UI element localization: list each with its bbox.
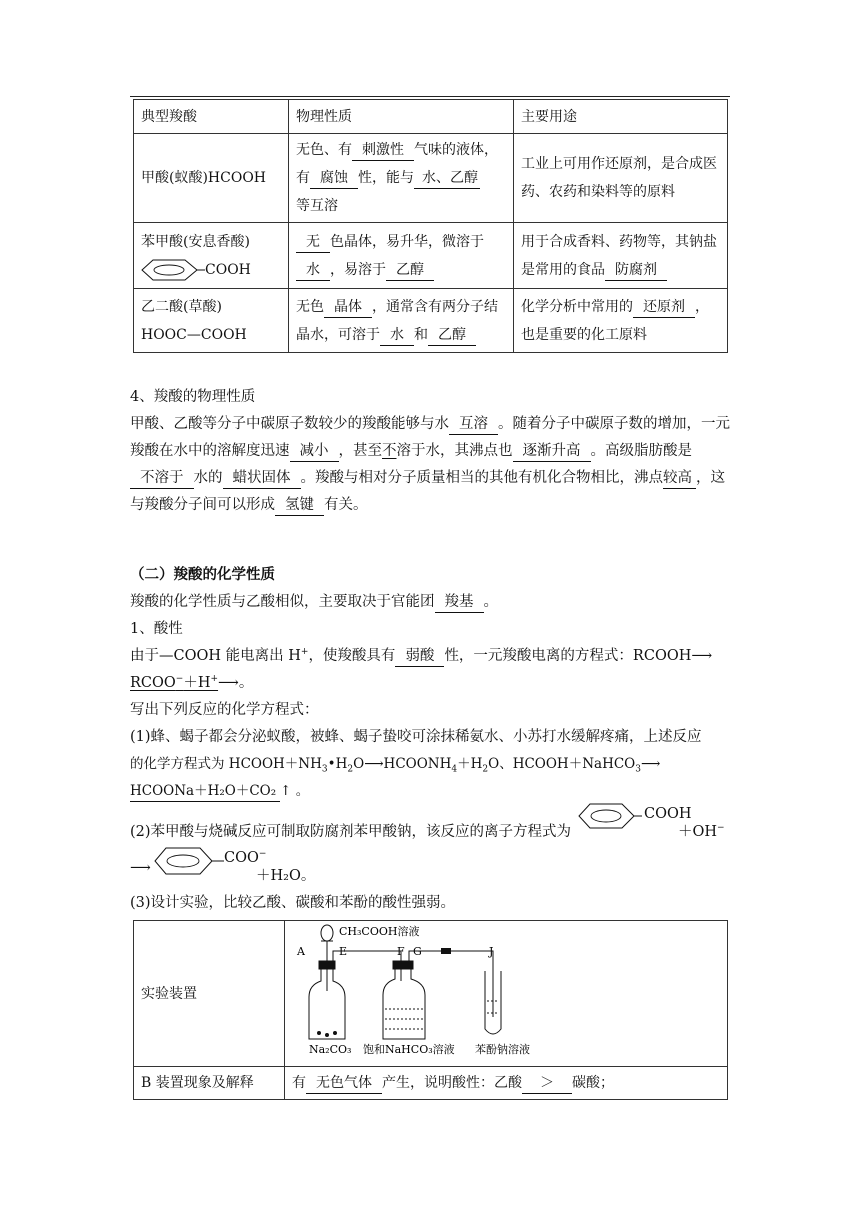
benzene-ring-icon bbox=[154, 846, 224, 876]
formula-text: HOOC—COOH bbox=[141, 326, 247, 343]
table-row bbox=[134, 289, 728, 353]
table-row bbox=[134, 1067, 728, 1100]
separatory-funnel bbox=[321, 925, 333, 991]
acid-name-cell bbox=[134, 223, 289, 289]
answer-blank: 逐渐升高 bbox=[513, 441, 591, 462]
text: RCOO bbox=[130, 675, 176, 691]
instruction-text: 写出下列反应的化学方程式： bbox=[130, 702, 319, 718]
text: •H bbox=[327, 756, 348, 772]
apparatus-label: G bbox=[413, 945, 422, 958]
answer-blank: 无 bbox=[296, 232, 330, 253]
answer-blank: 乙醇 bbox=[386, 260, 434, 281]
text: ，易溶于 bbox=[330, 261, 386, 278]
ionization-equation: RCOO−＋H+ bbox=[130, 674, 219, 691]
answer-blank: 腐蚀 bbox=[310, 168, 358, 189]
text: 性，能与 bbox=[358, 170, 414, 186]
answer-blank: 弱酸 bbox=[395, 646, 444, 667]
text: (3)设计实验，比较乙酸、碳酸和苯酚的酸性强弱。 bbox=[130, 895, 456, 911]
apparatus-label: CH₃COOH溶液 bbox=[339, 925, 420, 938]
answer-blank: 防腐剂 bbox=[605, 260, 667, 281]
answer-blank: 羧基 bbox=[435, 592, 484, 613]
text: 溶于水，其沸点也 bbox=[396, 443, 513, 459]
arrow-icon: ⟶ bbox=[130, 860, 151, 876]
subsection-title: 1、酸性 bbox=[130, 621, 183, 637]
text: 的化学方程式为 HCOOH＋NH bbox=[130, 756, 322, 772]
text: ，这与羧酸分子间可以形成 bbox=[130, 470, 725, 513]
acidity-paragraph: 由于—COOH 能电离出 H+，使羧酸具有 弱酸 性，一元羧酸电离的方程式：RCOOH⟶ RCOO−＋H+⟶。 bbox=[130, 647, 713, 691]
section-paragraph bbox=[130, 411, 736, 519]
chemical-properties-section bbox=[130, 562, 736, 805]
text: ＋OH bbox=[678, 824, 718, 840]
text: 产生，说明酸性：乙酸 bbox=[382, 1075, 522, 1091]
acid-name: 苯甲酸(安息香酸) bbox=[141, 233, 250, 250]
benzene-ring-icon bbox=[578, 802, 642, 830]
answer-blank: 无色气体 bbox=[306, 1073, 382, 1094]
arrow-icon: ⟶ bbox=[364, 756, 384, 772]
text: 由于—COOH 能电离出 H bbox=[130, 648, 301, 664]
underlined-text: 不 bbox=[382, 443, 397, 459]
text: ，使羧酸具有 bbox=[308, 648, 396, 664]
text: ，通常含有两分子结晶水，可溶于 bbox=[296, 298, 498, 343]
props-cell bbox=[289, 134, 514, 223]
answer-blank: 乙醇 bbox=[428, 325, 476, 346]
text: O bbox=[353, 756, 365, 772]
experiment-apparatus-diagram bbox=[291, 921, 721, 1056]
apparatus-label: 苯酚钠溶液 bbox=[475, 1043, 530, 1056]
text: 。高级脂肪酸是 bbox=[590, 443, 692, 459]
acid-name: 乙二酸(草酸) bbox=[141, 298, 222, 315]
answer-blank: HCOONa＋H₂O＋CO₂ bbox=[130, 781, 280, 802]
answer-blank: 减小 bbox=[290, 441, 339, 462]
experiment-table bbox=[133, 920, 728, 1100]
acid-name-cell bbox=[134, 289, 289, 353]
text: (2)苯甲酸与烧碱反应可制取防腐剂苯甲酸钠，该反应的离子方程式为 bbox=[130, 824, 572, 840]
row-label: 实验装置 bbox=[134, 921, 285, 1067]
apparatus-cell bbox=[285, 921, 728, 1067]
text: HCOONH bbox=[383, 756, 452, 772]
answer-blank: 蜡状固体 bbox=[223, 468, 301, 489]
row-label: B 装置现象及解释 bbox=[134, 1067, 285, 1100]
apparatus-label: J bbox=[489, 945, 494, 958]
section-intro bbox=[130, 589, 736, 616]
props-cell bbox=[289, 289, 514, 353]
arrow-icon: ⟶ bbox=[640, 756, 661, 772]
carboxylic-acid-table bbox=[133, 99, 728, 353]
arrow-icon: ⟶ bbox=[691, 648, 713, 664]
benzene-ring-icon bbox=[141, 259, 205, 281]
flask-c bbox=[383, 961, 425, 1039]
acid-name-cell bbox=[134, 134, 289, 223]
text: 性，一元羧酸电离的方程式：RCOOH bbox=[444, 648, 692, 664]
text: 甲酸、乙酸等分子中碳原子数较少的羧酸能够与水 bbox=[130, 416, 449, 432]
text: ＋H bbox=[183, 675, 211, 691]
table-row bbox=[134, 223, 728, 289]
formula-text: COO− bbox=[224, 849, 267, 866]
apparatus-label: Na₂CO₃ bbox=[309, 1043, 352, 1056]
text: O、HCOOH＋NaHCO bbox=[488, 756, 636, 772]
props-cell bbox=[289, 223, 514, 289]
text: 。随着分子中碳原子数的增加，一元羧酸在水中的溶解度迅速 bbox=[130, 416, 730, 459]
apparatus-label: A bbox=[297, 945, 305, 958]
answer-blank: 水、乙醇 bbox=[414, 168, 480, 189]
text: COO bbox=[224, 850, 259, 866]
answer-blank: 晶体 bbox=[324, 297, 372, 318]
text: 有关。 bbox=[324, 497, 368, 513]
observation-cell bbox=[285, 1067, 728, 1100]
header-cell: 主要用途 bbox=[514, 100, 728, 134]
answer-blank: 不溶于 bbox=[130, 468, 194, 489]
text: (1)蜂、蝎子都会分泌蚁酸，被蜂、蝎子蛰咬可涂抹稀氨水、小苏打水缓解疼痛，上述反应 bbox=[130, 729, 702, 745]
answer-blank: 氢键 bbox=[275, 495, 324, 516]
table-header-row bbox=[134, 100, 728, 134]
text: 水的 bbox=[193, 470, 223, 486]
text: 。 bbox=[483, 594, 498, 610]
answer-blank: 互溶 bbox=[449, 414, 498, 435]
text: ，也是重要的化工原料 bbox=[521, 298, 709, 343]
answer-blank: 较高 bbox=[663, 468, 696, 489]
text: 用于合成香料、药物等，其钠盐是常用的食品 bbox=[521, 233, 717, 278]
header-cell: 典型羧酸 bbox=[134, 100, 289, 134]
text: ，甚至 bbox=[338, 443, 382, 459]
text: 无色 bbox=[296, 298, 324, 315]
text: 和 bbox=[414, 326, 428, 343]
apparatus-label: E bbox=[339, 945, 348, 958]
text: 化学分析中常用的 bbox=[521, 298, 633, 315]
text: 羧酸的化学性质与乙酸相似，主要取决于官能团 bbox=[130, 594, 435, 610]
header-rule bbox=[130, 96, 730, 97]
table-row bbox=[134, 134, 728, 223]
connecting-tube bbox=[409, 951, 493, 1017]
answer-blank: 刺激性 bbox=[352, 140, 414, 161]
formula-text: ＋OH− bbox=[678, 823, 725, 840]
apparatus-label: 饱和NaHCO₃溶液 bbox=[363, 1043, 455, 1056]
answer-blank: 水 bbox=[380, 325, 414, 346]
header-cell: 物理性质 bbox=[289, 100, 514, 134]
formula-text: COOH bbox=[644, 806, 692, 822]
text: ＋H bbox=[457, 756, 483, 772]
answer-blank: ＞ bbox=[522, 1073, 572, 1094]
text: 碳酸； bbox=[572, 1075, 614, 1091]
use-cell bbox=[514, 223, 728, 289]
answer-blank: 水 bbox=[296, 260, 330, 281]
section-title: 4、羧酸的物理性质 bbox=[130, 389, 256, 405]
question-3 bbox=[130, 890, 736, 917]
text: 气味的液体， bbox=[414, 142, 498, 158]
formula-text: COOH bbox=[205, 261, 251, 278]
question-1: (1)蜂、蝎子都会分泌蚁酸，被蜂、蝎子蛰咬可涂抹稀氨水、小苏打水缓解疼痛，上述反应 的化学方程式为 $HCOOH+NH_3•H_2O⟶HCOONH_4+H_2O$、HCOOH＋NaHCO$_3$⟶HCOONa＋H₂O＋CO₂ ↑ 。 bbox=[130, 724, 736, 805]
acid-name: 甲酸(蚁酸)HCOOH bbox=[141, 170, 267, 186]
apparatus-label: F bbox=[397, 945, 405, 958]
text: 等互溶 bbox=[296, 198, 338, 214]
formula-text: ＋H₂O。 bbox=[256, 868, 316, 884]
tube-clamp bbox=[441, 948, 451, 954]
use-cell bbox=[514, 289, 728, 353]
arrow-icon: ⟶ bbox=[218, 675, 239, 691]
question-2-product bbox=[130, 846, 736, 886]
text: 有 bbox=[292, 1075, 306, 1091]
text: ↑ 。 bbox=[280, 783, 310, 799]
physical-properties-section bbox=[130, 384, 736, 519]
use-cell: 工业上可用作还原剂，是合成医药、农药和染料等的原料 bbox=[514, 134, 728, 223]
text: 。羧酸与相对分子质量相当的其他有机化合物相比，沸点 bbox=[300, 470, 663, 486]
answer-blank: 还原剂 bbox=[633, 297, 695, 318]
text: 无色、有 bbox=[296, 142, 352, 158]
table-row bbox=[134, 921, 728, 1067]
section-title: （二）羧酸的化学性质 bbox=[130, 567, 275, 583]
text: 有 bbox=[296, 170, 310, 186]
text: 色晶体，易升华，微溶于 bbox=[330, 233, 484, 250]
